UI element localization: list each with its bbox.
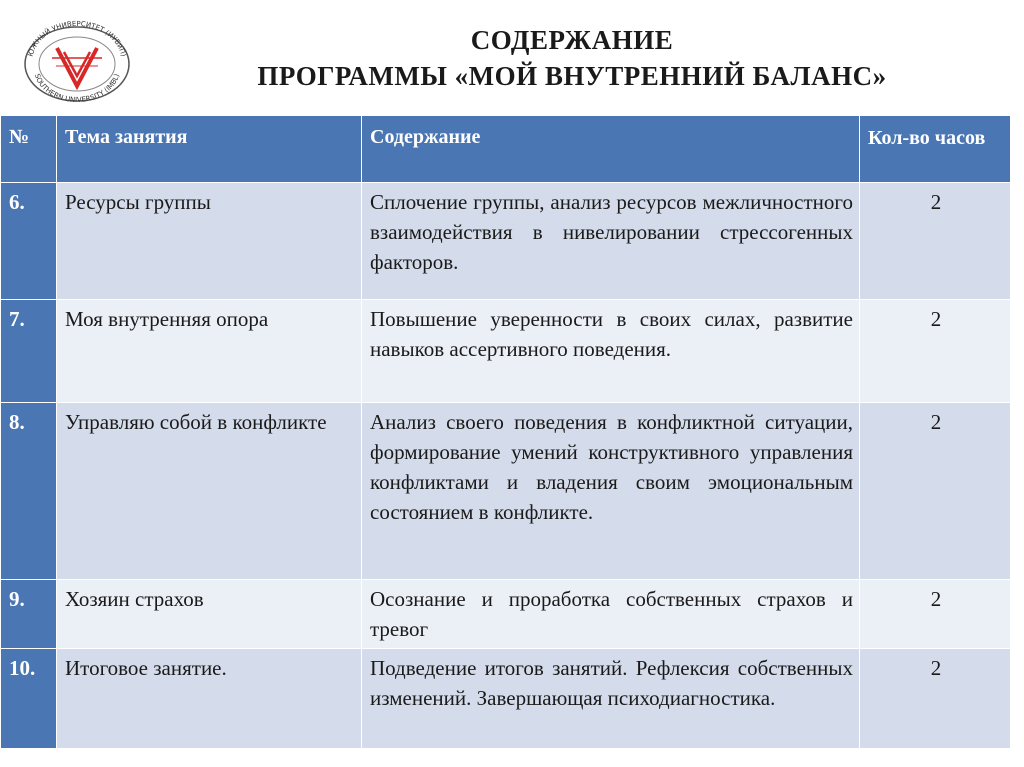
logo-mark-icon (52, 48, 102, 86)
program-table (0, 115, 1011, 749)
row-topic: Ресурсы группы (57, 183, 362, 300)
page-title (150, 22, 994, 94)
row-number: 10. (1, 649, 57, 749)
table-row (1, 649, 1011, 749)
row-topic: Моя внутренняя опора (57, 300, 362, 403)
row-content: Подведение итогов занятий. Рефлексия собственных изменений. Завершающая психодиагностика. (362, 649, 860, 749)
page-title-line1: СОДЕРЖАНИЕ (470, 25, 674, 55)
row-topic: Хозяин страхов (57, 580, 362, 649)
university-logo (12, 18, 142, 102)
table-row (1, 580, 1011, 649)
page-title-line2: ПРОГРАММЫ «МОЙ ВНУТРЕННИЙ БАЛАНС» (257, 61, 887, 91)
row-hours: 2 (860, 403, 1011, 580)
header-content: Содержание (362, 116, 860, 183)
logo-text-top: ЮЖНЫЙ УНИВЕРСИТЕТ (ИУБиП) (26, 19, 128, 58)
header-topic: Тема занятия (57, 116, 362, 183)
table-row (1, 183, 1011, 300)
row-number: 9. (1, 580, 57, 649)
row-hours: 2 (860, 300, 1011, 403)
svg-text:ЮЖНЫЙ УНИВЕРСИТЕТ (ИУБиП) (26, 20, 127, 58)
table-header-row (1, 116, 1011, 183)
row-content: Осознание и проработка собственных страхов и тревог (362, 580, 860, 649)
row-hours: 2 (860, 183, 1011, 300)
table-row (1, 300, 1011, 403)
header-number: № (1, 116, 57, 183)
row-number: 6. (1, 183, 57, 300)
row-hours: 2 (860, 580, 1011, 649)
row-content: Анализ своего поведения в конфликтной ситуации, формирование умений конструктивного управления конфликтами и владения своим эмоциональным состоянием в конфликте. (362, 403, 860, 580)
row-number: 8. (1, 403, 57, 580)
row-topic: Итоговое занятие. (57, 649, 362, 749)
row-hours: 2 (860, 649, 1011, 749)
row-content: Сплочение группы, анализ ресурсов межличностного взаимодействия в нивелировании стрессогенных факторов. (362, 183, 860, 300)
header-hours: Кол-во часов (860, 116, 1011, 183)
row-number: 7. (1, 300, 57, 403)
row-content: Повышение уверенности в своих силах, развитие навыков ассертивного поведения. (362, 300, 860, 403)
logo-text-bottom: SOUTHERN UNIVERSITY (IMBL) (32, 72, 122, 102)
row-topic: Управляю собой в конфликте (57, 403, 362, 580)
table-row (1, 403, 1011, 580)
